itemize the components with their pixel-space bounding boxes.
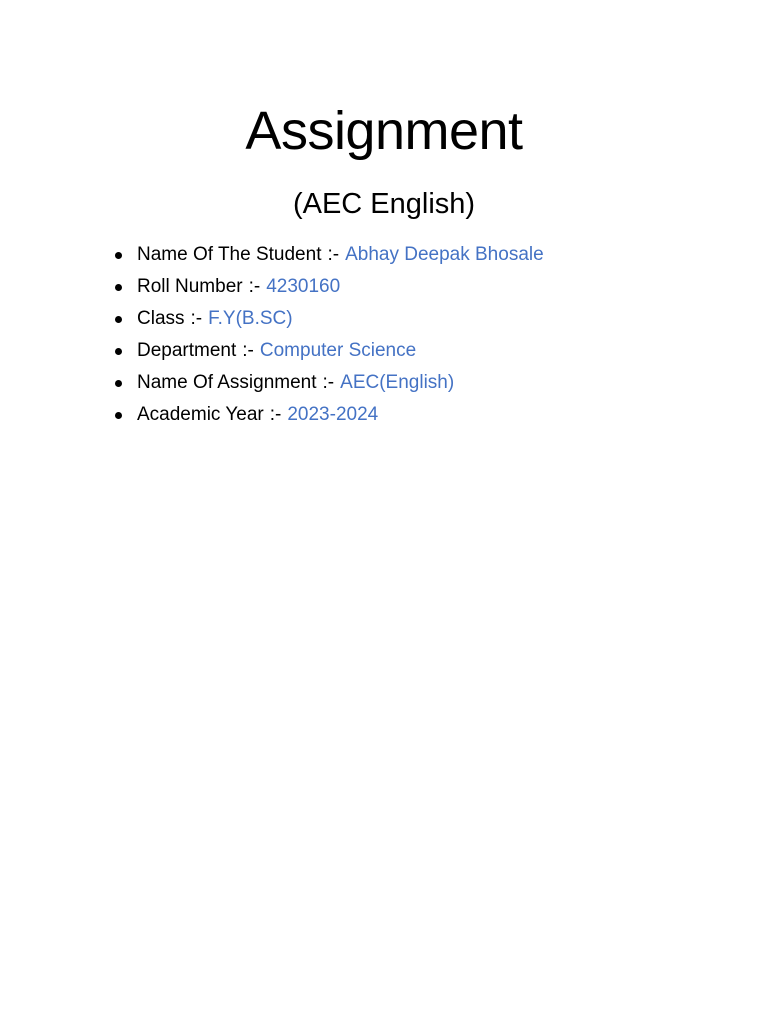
detail-value: AEC(English) — [340, 372, 455, 393]
detail-value: 4230160 — [266, 276, 341, 297]
bullet-icon — [115, 380, 122, 387]
bullet-icon — [115, 316, 122, 323]
detail-label: Name Of The Student — [137, 244, 322, 265]
bullet-icon — [115, 412, 122, 419]
bullet-icon — [115, 348, 122, 355]
detail-label: Name Of Assignment — [137, 372, 317, 393]
detail-separator: :- — [190, 308, 203, 329]
detail-separator: :- — [327, 244, 340, 265]
student-details-list — [112, 239, 544, 431]
detail-value: F.Y(B.SC) — [208, 308, 293, 329]
detail-separator: :- — [242, 340, 254, 361]
detail-separator: :- — [248, 276, 261, 297]
detail-label: Class — [137, 308, 185, 329]
detail-value: 2023-2024 — [287, 404, 379, 425]
document-subtitle: (AEC English) — [292, 188, 476, 220]
detail-value: Abhay Deepak Bhosale — [345, 244, 544, 265]
detail-separator: :- — [269, 404, 282, 425]
list-item-department — [112, 335, 544, 367]
detail-value: Computer Science — [259, 340, 417, 361]
list-item-student-name — [112, 239, 544, 271]
detail-separator: :- — [322, 372, 335, 393]
detail-label: Academic Year — [137, 404, 264, 425]
bullet-icon — [115, 252, 122, 259]
list-item-assignment-name — [112, 367, 544, 399]
bullet-icon — [115, 284, 122, 291]
list-item-roll-number — [112, 271, 544, 303]
list-item-class — [112, 303, 544, 335]
list-item-academic-year — [112, 399, 544, 431]
document-title: Assignment — [245, 101, 523, 161]
detail-label: Roll Number — [137, 276, 243, 297]
detail-label: Department — [137, 340, 237, 361]
